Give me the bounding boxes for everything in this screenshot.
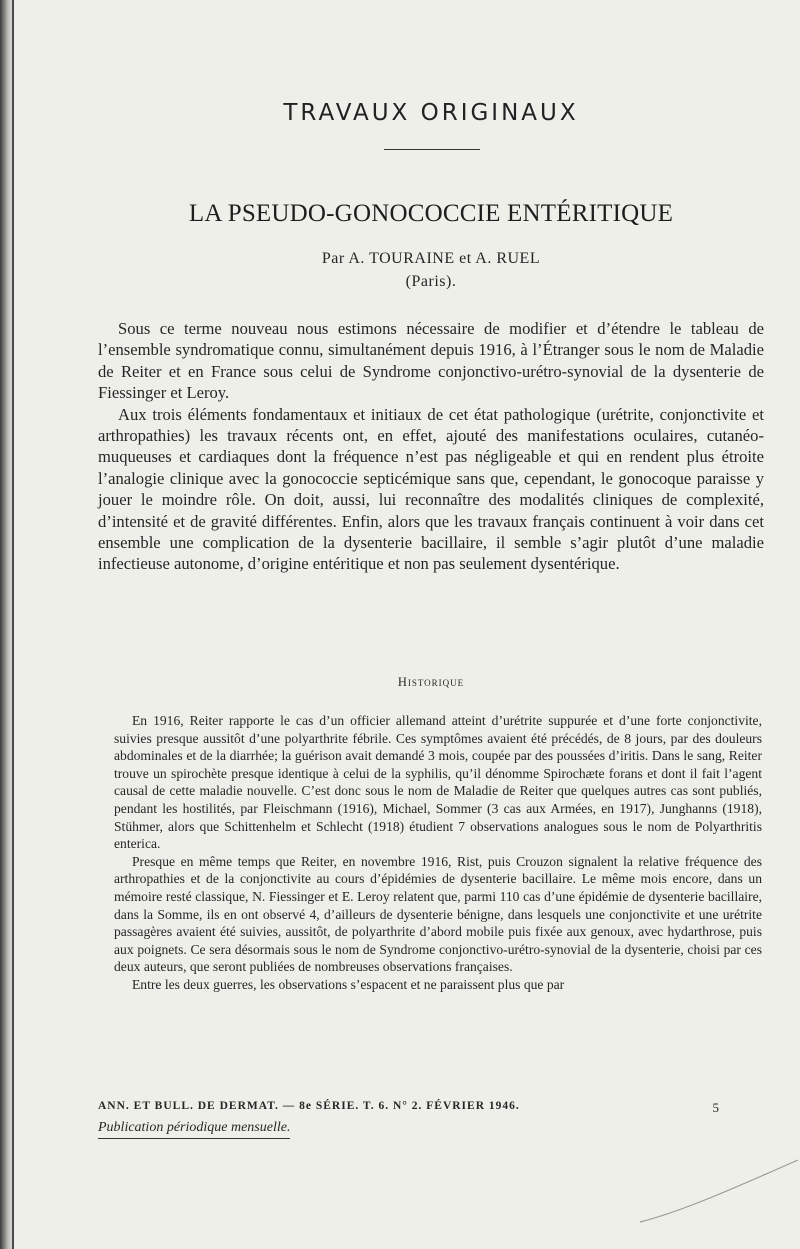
paragraph: Entre les deux guerres, les observations s’espacent et ne paraissent plus que par bbox=[132, 976, 565, 992]
periodicity-note: Publication périodique mensuelle. bbox=[98, 1120, 290, 1139]
pencil-mark bbox=[620, 1130, 800, 1240]
paragraph: Presque en même temps que Reiter, en novembre 1916, Rist, puis Crouzon signalent la relative fréquence des arthropathies et de la conjonctivite au cours d’épidémies de dysenterie bacillaire. Le même mois encore, dans un mémoire resté classique, N. Fiessinger et E. Leroy relatent que, parmi 110 cas d’une épidémie de dysenterie bacillaire, dans la Somme, ils en ont observé 4, d’ailleurs de dysenterie bénigne, dans lesquels une conjonctivite et une urétrite passagères avaient été suivies, aussitôt, de polyarthrite d’abord mobile puis fixée aux genoux, avec hydarthrose, puis aux poignets. Ce sera désormais sous le nom de Syndrome conjonctivo-urétro-synovial de la dysenterie, choisi par ces deux auteurs, que seront publiées de nombreuses observations françaises. bbox=[114, 853, 762, 975]
introduction bbox=[98, 318, 764, 575]
title-divider bbox=[384, 149, 480, 150]
paragraph: Aux trois éléments fondamentaux et initiaux de cet état pathologique (urétrite, conjonctivite et arthropathies) les travaux récents ont, en effet, ajouté des manifestations oculaires, cutanéo-muqueuses et cardiaques dont la fréquence n’est pas négligeable et qui en rendent plus étroite l’analogie clinique avec la gonococcie septicémique sans que, cependant, le gonocoque paraisse y jouer le moindre rôle. On doit, aussi, lui reconnaître des modalités cliniques de complexité, d’intensité et de gravité différentes. Enfin, alors que les travaux français continuent à voir dans cet ensemble une complication de la dysenterie bacillaire, il semble s’agir plutôt d’une maladie infectieuse autonome, d’origine entéritique et non pas seulement dysentérique. bbox=[98, 404, 764, 574]
citation-text: ANN. ET BULL. DE DERMAT. — 8e SÉRIE. T. 6. N° 2. FÉVRIER 1946. bbox=[98, 1100, 520, 1112]
section-heading: Historique bbox=[397, 675, 465, 689]
journal-section-title: TRAVAUX ORIGINAUX bbox=[283, 100, 579, 126]
authors: Par A. TOURAINE et A. RUEL bbox=[321, 250, 541, 267]
page-number: 5 bbox=[712, 1100, 720, 1115]
binding-edge bbox=[12, 0, 14, 1249]
paragraph: Sous ce terme nouveau nous estimons nécessaire de modifier et d’étendre le tableau de l’ensemble syndromatique connu, simultanément depuis 1916, à l’Étranger sous le nom de Maladie de Reiter et en France sous celui de Syndrome conjonctivo-urétro-synovial de la dysenterie de Fiessinger et Leroy. bbox=[98, 319, 764, 403]
journal-citation bbox=[98, 1100, 720, 1115]
document-page bbox=[98, 0, 764, 1249]
historique-section bbox=[114, 712, 762, 994]
author-location: (Paris). bbox=[405, 273, 457, 290]
article-title: LA PSEUDO-GONOCOCCIE ENTÉRITIQUE bbox=[188, 200, 674, 227]
paragraph: En 1916, Reiter rapporte le cas d’un officier allemand atteint d’urétrite suppurée et d’une forte conjonctivite, suivies presque aussitôt d’une polyarthrite fébrile. Ces symptômes avaient été précédés, de 8 jours, par des douleurs abdominales et de la diarrhée; la guérison avait demandé 3 mois, coupée par des poussées d’iritis. Dans le sang, Reiter trouve un spirochète presque identique à celui de la syphilis, qu’il dénomme Spirochæte forans et dont il fait l’agent causal de cette maladie nouvelle. C’est donc sous le nom de Maladie de Reiter que quelques autres cas sont publiés, pendant les hostilités, par Fleischmann (1916), Michael, Sommer (3 cas aux Armées, en 1917), Junghanns (1918), Stühmer, alors que Schittenhelm et Schlecht (1918) étudient 7 observations analogues sous le nom de Polyarthritis enterica. bbox=[114, 713, 762, 852]
byline bbox=[98, 247, 764, 293]
